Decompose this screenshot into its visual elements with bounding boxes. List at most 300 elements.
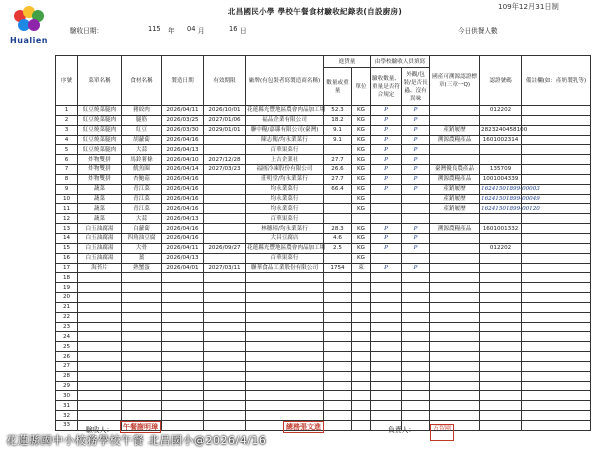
table-row bbox=[56, 155, 591, 165]
row-vendor bbox=[246, 411, 324, 421]
row-check-qty: P bbox=[371, 145, 402, 155]
table-row bbox=[56, 174, 591, 184]
row-cert-no: 1601002314 bbox=[480, 135, 522, 145]
row-vendor bbox=[246, 371, 324, 381]
row-unit: KG bbox=[352, 145, 371, 155]
row-check-qty bbox=[371, 273, 402, 283]
row-quantity: 9.1 bbox=[324, 135, 352, 145]
row-ingredient: 豬絞肉 bbox=[122, 106, 162, 116]
row-unit bbox=[352, 214, 371, 224]
table-row bbox=[56, 361, 591, 371]
row-exp-date bbox=[204, 361, 246, 371]
row-vendor: 均永業菜行 bbox=[246, 194, 324, 204]
row-traceability bbox=[430, 214, 480, 224]
row-exp-date bbox=[204, 391, 246, 401]
row-mfg-date: 2026/04/16 bbox=[162, 174, 204, 184]
table-row bbox=[56, 312, 591, 322]
row-remarks bbox=[522, 273, 591, 283]
table-row bbox=[56, 283, 591, 293]
row-exp-date bbox=[204, 194, 246, 204]
row-mfg-date: 2026/04/16 bbox=[162, 233, 204, 243]
row-vendor: 上吉企業社 bbox=[246, 155, 324, 165]
row-seq: 28 bbox=[56, 371, 78, 381]
row-mfg-date: 2026/04/16 bbox=[162, 194, 204, 204]
row-ingredient: 大蒜 bbox=[122, 145, 162, 155]
row-vendor: 百華果菜行 bbox=[246, 214, 324, 224]
row-check-pkg bbox=[402, 273, 430, 283]
table-row bbox=[56, 135, 591, 145]
row-cert-no bbox=[480, 214, 522, 224]
row-quantity bbox=[324, 391, 352, 401]
row-ingredient: 大蒜 bbox=[122, 214, 162, 224]
col-acceptance: 由學校驗收人員填寫 bbox=[371, 56, 430, 68]
row-cert-no: 1001004339 bbox=[480, 174, 522, 184]
row-dish: 紅豆燒菜腿肉 bbox=[78, 106, 122, 116]
row-cert-no bbox=[480, 145, 522, 155]
row-exp-date: 2027/12/28 bbox=[204, 155, 246, 165]
table-row bbox=[56, 106, 591, 116]
row-traceability: 溯源農糧產品 bbox=[430, 174, 480, 184]
row-check-pkg bbox=[402, 322, 430, 332]
row-seq: 33 bbox=[56, 421, 78, 431]
row-traceability bbox=[430, 342, 480, 352]
row-unit: KG bbox=[352, 106, 371, 116]
row-vendor: 陳志衛/均永業菜行 bbox=[246, 135, 324, 145]
row-unit: KG bbox=[352, 184, 371, 194]
row-unit bbox=[352, 401, 371, 411]
col-vendor: 廠牌(有包裝者寫製造商名稱) bbox=[246, 56, 324, 106]
row-mfg-date bbox=[162, 312, 204, 322]
row-exp-date: 2027/01/06 bbox=[204, 115, 246, 125]
row-ingredient: 白蘿蔔 bbox=[122, 224, 162, 234]
row-seq: 15 bbox=[56, 243, 78, 253]
principal-seal: 方智剛 bbox=[430, 424, 454, 441]
row-cert-no bbox=[480, 233, 522, 243]
signature-stamp: 總務張文進 bbox=[283, 421, 324, 433]
row-traceability bbox=[430, 233, 480, 243]
row-vendor: 聯華食品工業股份有限公司 bbox=[246, 263, 324, 273]
row-unit bbox=[352, 312, 371, 322]
row-exp-date bbox=[204, 322, 246, 332]
row-exp-date bbox=[204, 135, 246, 145]
row-vendor bbox=[246, 352, 324, 362]
row-mfg-date: 2026/04/16 bbox=[162, 204, 204, 214]
row-dish: 蔬菜 bbox=[78, 204, 122, 214]
row-remarks bbox=[522, 145, 591, 155]
row-exp-date bbox=[204, 371, 246, 381]
inspection-date-label: 驗收日期： bbox=[70, 27, 103, 35]
row-check-pkg bbox=[402, 352, 430, 362]
row-check-qty: P bbox=[371, 115, 402, 125]
row-check-qty bbox=[371, 253, 402, 263]
row-unit: KG bbox=[352, 194, 371, 204]
row-dish bbox=[78, 302, 122, 312]
row-traceability bbox=[430, 352, 480, 362]
row-exp-date: 2029/01/01 bbox=[204, 125, 246, 135]
row-exp-date bbox=[204, 174, 246, 184]
row-check-qty: P bbox=[371, 125, 402, 135]
row-check-qty bbox=[371, 381, 402, 391]
row-seq: 14 bbox=[56, 233, 78, 243]
table-row bbox=[56, 145, 591, 155]
row-exp-date bbox=[204, 214, 246, 224]
row-check-pkg bbox=[402, 204, 430, 214]
row-cert-no bbox=[480, 155, 522, 165]
row-check-qty bbox=[371, 194, 402, 204]
col-remarks: 備註欄(如：產奶製乳等) bbox=[522, 56, 591, 106]
row-unit bbox=[352, 381, 371, 391]
row-dish bbox=[78, 342, 122, 352]
row-ingredient bbox=[122, 332, 162, 342]
row-ingredient: 杏鮑菇 bbox=[122, 174, 162, 184]
table-row bbox=[56, 204, 591, 214]
row-check-pkg: P bbox=[402, 106, 430, 116]
row-check-qty bbox=[371, 391, 402, 401]
row-dish: 紅豆燒菜腿肉 bbox=[78, 135, 122, 145]
row-quantity bbox=[324, 283, 352, 293]
row-exp-date: 2026/10/01 bbox=[204, 106, 246, 116]
row-ingredient: 熟蟹蛋 bbox=[122, 263, 162, 273]
row-exp-date bbox=[204, 273, 246, 283]
row-cert-no bbox=[480, 312, 522, 322]
row-exp-date bbox=[204, 342, 246, 352]
inspector-stamp: 午餐謝明璋 bbox=[120, 421, 161, 433]
row-dish bbox=[78, 322, 122, 332]
row-check-pkg: P bbox=[402, 233, 430, 243]
row-seq: 17 bbox=[56, 263, 78, 273]
row-traceability bbox=[430, 145, 480, 155]
row-quantity: 18.2 bbox=[324, 115, 352, 125]
row-remarks bbox=[522, 401, 591, 411]
row-vendor bbox=[246, 342, 324, 352]
watermark: 花蓮縣國中小校務學校午餐 北昌國小@2026/4/16 bbox=[6, 434, 267, 447]
row-dish: 白玉油腐湯 bbox=[78, 243, 122, 253]
row-unit bbox=[352, 391, 371, 401]
row-quantity bbox=[324, 204, 352, 214]
table-row bbox=[56, 401, 591, 411]
row-check-pkg: P bbox=[402, 135, 430, 145]
row-ingredient: 魷魚圈 bbox=[122, 165, 162, 175]
row-ingredient bbox=[122, 361, 162, 371]
row-dish bbox=[78, 273, 122, 283]
row-check-pkg bbox=[402, 411, 430, 421]
row-ingredient: 紅豆 bbox=[122, 125, 162, 135]
row-mfg-date: 2026/03/30 bbox=[162, 125, 204, 135]
page-title: 北昌國民小學 學校午餐食材驗收紀錄表(自設廚房) bbox=[227, 7, 403, 16]
row-seq: 11 bbox=[56, 204, 78, 214]
row-cert-no bbox=[480, 322, 522, 332]
row-check-pkg bbox=[402, 312, 430, 322]
row-dish: 紅豆燒菜腿肉 bbox=[78, 115, 122, 125]
row-unit: 束 bbox=[352, 263, 371, 273]
row-vendor: 聯中糧/嘉縣有限公司(臺灣) bbox=[246, 125, 324, 135]
row-vendor: 林穗璋/均永業菜行 bbox=[246, 224, 324, 234]
row-remarks bbox=[522, 421, 591, 431]
row-check-qty: P bbox=[371, 263, 402, 273]
row-seq: 31 bbox=[56, 401, 78, 411]
row-remarks bbox=[522, 293, 591, 303]
row-dish bbox=[78, 401, 122, 411]
row-check-qty: P bbox=[371, 106, 402, 116]
row-cert-no bbox=[480, 411, 522, 421]
row-remarks bbox=[522, 135, 591, 145]
row-ingredient bbox=[122, 273, 162, 283]
row-traceability: 溯源農糧產品 bbox=[430, 135, 480, 145]
col-seq: 序號 bbox=[56, 56, 78, 106]
row-seq: 3 bbox=[56, 125, 78, 135]
row-mfg-date: 2026/04/13 bbox=[162, 253, 204, 263]
row-check-pkg: P bbox=[402, 125, 430, 135]
row-traceability bbox=[430, 293, 480, 303]
row-check-pkg bbox=[402, 253, 430, 263]
row-cert-no bbox=[480, 253, 522, 263]
row-quantity bbox=[324, 312, 352, 322]
row-dish: 炸物雙拼 bbox=[78, 155, 122, 165]
row-dish: 蔬菜 bbox=[78, 184, 122, 194]
row-vendor: 花蓮縣光豐地區農會肉品加工場 bbox=[247, 107, 326, 114]
inspector-label: 驗收人： bbox=[86, 426, 114, 434]
row-check-pkg bbox=[402, 401, 430, 411]
row-mfg-date bbox=[162, 371, 204, 381]
table-row bbox=[56, 194, 591, 204]
row-dish: 炸物雙拼 bbox=[78, 174, 122, 184]
row-ingredient: 薑 bbox=[122, 253, 162, 263]
row-ingredient bbox=[122, 302, 162, 312]
row-exp-date bbox=[204, 312, 246, 322]
row-exp-date bbox=[204, 332, 246, 342]
col-ingredient: 食材名稱 bbox=[122, 56, 162, 106]
row-vendor: 福品企業有限公司 bbox=[246, 115, 324, 125]
row-quantity bbox=[324, 381, 352, 391]
row-ingredient: 四角油豆腐 bbox=[122, 233, 162, 243]
row-quantity bbox=[324, 322, 352, 332]
row-ingredient: 馬鈴薯條 bbox=[122, 155, 162, 165]
row-check-pkg bbox=[402, 371, 430, 381]
row-remarks bbox=[522, 411, 591, 421]
row-remarks bbox=[522, 253, 591, 263]
col-check-pkg: 外觀/包裝/是否長蟲、沒有異味 bbox=[402, 68, 430, 106]
row-exp-date bbox=[204, 233, 246, 243]
row-remarks bbox=[522, 312, 591, 322]
row-exp-date bbox=[204, 381, 246, 391]
table-row bbox=[56, 273, 591, 283]
row-mfg-date bbox=[162, 401, 204, 411]
row-quantity bbox=[324, 214, 352, 224]
row-dish bbox=[78, 391, 122, 401]
row-vendor bbox=[246, 293, 324, 303]
row-vendor: 花蓮縣光豐地區農會肉品加工場 bbox=[247, 245, 326, 252]
row-vendor bbox=[246, 283, 324, 293]
row-check-pkg bbox=[402, 194, 430, 204]
row-cert-no bbox=[480, 283, 522, 293]
row-cert-no bbox=[480, 302, 522, 312]
row-quantity bbox=[324, 421, 352, 431]
table-row bbox=[56, 165, 591, 175]
row-check-pkg bbox=[402, 391, 430, 401]
row-cert-no bbox=[480, 381, 522, 391]
row-seq: 21 bbox=[56, 302, 78, 312]
row-ingredient bbox=[122, 293, 162, 303]
row-check-qty: P bbox=[371, 243, 402, 253]
row-seq: 16 bbox=[56, 253, 78, 263]
form-version-date: 109年12月31日制 bbox=[498, 2, 559, 11]
row-remarks bbox=[522, 361, 591, 371]
row-ingredient bbox=[122, 283, 162, 293]
col-quantity: 數量或重量 bbox=[324, 68, 352, 106]
table-row bbox=[56, 352, 591, 362]
row-traceability bbox=[430, 273, 480, 283]
row-traceability bbox=[430, 155, 480, 165]
row-check-qty bbox=[371, 214, 402, 224]
col-exp-date: 有效期限 bbox=[204, 56, 246, 106]
row-seq: 23 bbox=[56, 322, 78, 332]
row-check-pkg bbox=[402, 293, 430, 303]
row-cert-no bbox=[480, 421, 522, 431]
responsible-label: 負責人： bbox=[388, 426, 416, 434]
row-mfg-date bbox=[162, 411, 204, 421]
row-seq: 25 bbox=[56, 342, 78, 352]
row-seq: 30 bbox=[56, 391, 78, 401]
row-remarks bbox=[522, 352, 591, 362]
row-dish bbox=[78, 371, 122, 381]
row-cert-no bbox=[480, 273, 522, 283]
row-ingredient bbox=[122, 411, 162, 421]
row-remarks bbox=[522, 391, 591, 401]
row-traceability bbox=[430, 115, 480, 125]
row-unit: KG bbox=[352, 233, 371, 243]
row-check-qty bbox=[371, 352, 402, 362]
col-traceability: 國產可溯源認證標章(三章一Q) bbox=[430, 56, 480, 106]
row-remarks bbox=[522, 381, 591, 391]
year-unit: 年 bbox=[168, 27, 175, 35]
table-row bbox=[56, 342, 591, 352]
row-ingredient bbox=[122, 371, 162, 381]
row-check-qty bbox=[371, 322, 402, 332]
row-cert-no: 135709 bbox=[480, 165, 522, 175]
row-check-qty bbox=[371, 204, 402, 214]
col-mfg-date: 製造日期 bbox=[162, 56, 204, 106]
row-check-qty bbox=[371, 361, 402, 371]
row-unit: KG bbox=[352, 204, 371, 214]
row-traceability bbox=[430, 411, 480, 421]
row-mfg-date bbox=[162, 283, 204, 293]
row-seq: 20 bbox=[56, 293, 78, 303]
row-check-pkg: P bbox=[402, 184, 430, 194]
row-cert-no bbox=[480, 352, 522, 362]
row-seq: 22 bbox=[56, 312, 78, 322]
row-quantity bbox=[324, 293, 352, 303]
row-quantity: 27.7 bbox=[324, 174, 352, 184]
row-vendor: 均永業菜行 bbox=[246, 204, 324, 214]
row-dish: 紅豆燒菜腿肉 bbox=[78, 125, 122, 135]
row-vendor: 均永業菜行 bbox=[246, 184, 324, 194]
table-row bbox=[56, 263, 591, 273]
row-quantity bbox=[324, 352, 352, 362]
row-ingredient bbox=[122, 322, 162, 332]
row-dish bbox=[78, 381, 122, 391]
row-remarks bbox=[522, 332, 591, 342]
row-check-qty: P bbox=[371, 184, 402, 194]
row-exp-date: 2027/03/11 bbox=[204, 263, 246, 273]
row-unit bbox=[352, 421, 371, 431]
row-vendor bbox=[246, 401, 324, 411]
row-dish bbox=[78, 312, 122, 322]
row-unit: KG bbox=[352, 224, 371, 234]
row-vendor bbox=[246, 391, 324, 401]
row-unit: KG bbox=[352, 135, 371, 145]
row-seq: 8 bbox=[56, 174, 78, 184]
row-traceability bbox=[430, 302, 480, 312]
row-cert-no bbox=[480, 401, 522, 411]
supply-count-label: 今日供餐人數 bbox=[458, 27, 498, 35]
row-check-qty bbox=[371, 411, 402, 421]
row-seq: 10 bbox=[56, 194, 78, 204]
row-traceability bbox=[430, 391, 480, 401]
row-dish bbox=[78, 411, 122, 421]
row-mfg-date bbox=[162, 352, 204, 362]
row-remarks bbox=[522, 165, 591, 175]
row-quantity: 26.6 bbox=[324, 165, 352, 175]
row-quantity bbox=[324, 401, 352, 411]
col-dish: 菜單名稱 bbox=[78, 56, 122, 106]
row-quantity bbox=[324, 342, 352, 352]
row-check-qty bbox=[371, 401, 402, 411]
day-unit: 日 bbox=[240, 27, 247, 35]
row-traceability bbox=[430, 263, 480, 273]
row-check-qty bbox=[371, 342, 402, 352]
row-exp-date bbox=[204, 411, 246, 421]
row-check-pkg: P bbox=[402, 174, 430, 184]
row-dish: 海苔片 bbox=[78, 263, 122, 273]
row-traceability bbox=[430, 312, 480, 322]
row-vendor: 百華果菜行 bbox=[246, 253, 324, 263]
row-check-pkg: P bbox=[402, 224, 430, 234]
row-dish: 蔬菜 bbox=[78, 194, 122, 204]
row-ingredient: 青江菜 bbox=[122, 194, 162, 204]
row-seq: 2 bbox=[56, 115, 78, 125]
row-mfg-date: 2026/04/14 bbox=[162, 165, 204, 175]
row-vendor bbox=[246, 312, 324, 322]
row-cert-no bbox=[480, 371, 522, 381]
row-check-pkg bbox=[402, 342, 430, 352]
row-check-pkg: P bbox=[402, 243, 430, 253]
row-remarks bbox=[522, 125, 591, 135]
row-quantity: 52.3 bbox=[324, 106, 352, 116]
row-traceability bbox=[430, 322, 480, 332]
row-seq: 1 bbox=[56, 106, 78, 116]
row-traceability bbox=[430, 332, 480, 342]
row-traceability bbox=[430, 401, 480, 411]
row-mfg-date: 2026/04/01 bbox=[162, 263, 204, 273]
col-check-qty: 驗收數量、重量是否符合規定 bbox=[371, 68, 402, 106]
row-check-pkg: P bbox=[402, 155, 430, 165]
row-ingredient: 青江菜 bbox=[122, 184, 162, 194]
row-unit: KG bbox=[352, 243, 371, 253]
row-mfg-date bbox=[162, 302, 204, 312]
row-traceability: 產銷履歷 bbox=[430, 125, 480, 135]
row-mfg-date: 2026/04/16 bbox=[162, 135, 204, 145]
row-unit: KG bbox=[352, 174, 371, 184]
row-mfg-date bbox=[162, 361, 204, 371]
row-traceability: 溯源農糧產品 bbox=[430, 224, 480, 234]
row-cert-no: 16241501899-00049 bbox=[481, 196, 540, 203]
row-mfg-date bbox=[162, 293, 204, 303]
row-dish: 紅豆燒菜腿肉 bbox=[78, 145, 122, 155]
row-check-qty: P bbox=[371, 165, 402, 175]
row-mfg-date: 2026/04/13 bbox=[162, 214, 204, 224]
row-seq: 26 bbox=[56, 352, 78, 362]
row-traceability bbox=[430, 283, 480, 293]
